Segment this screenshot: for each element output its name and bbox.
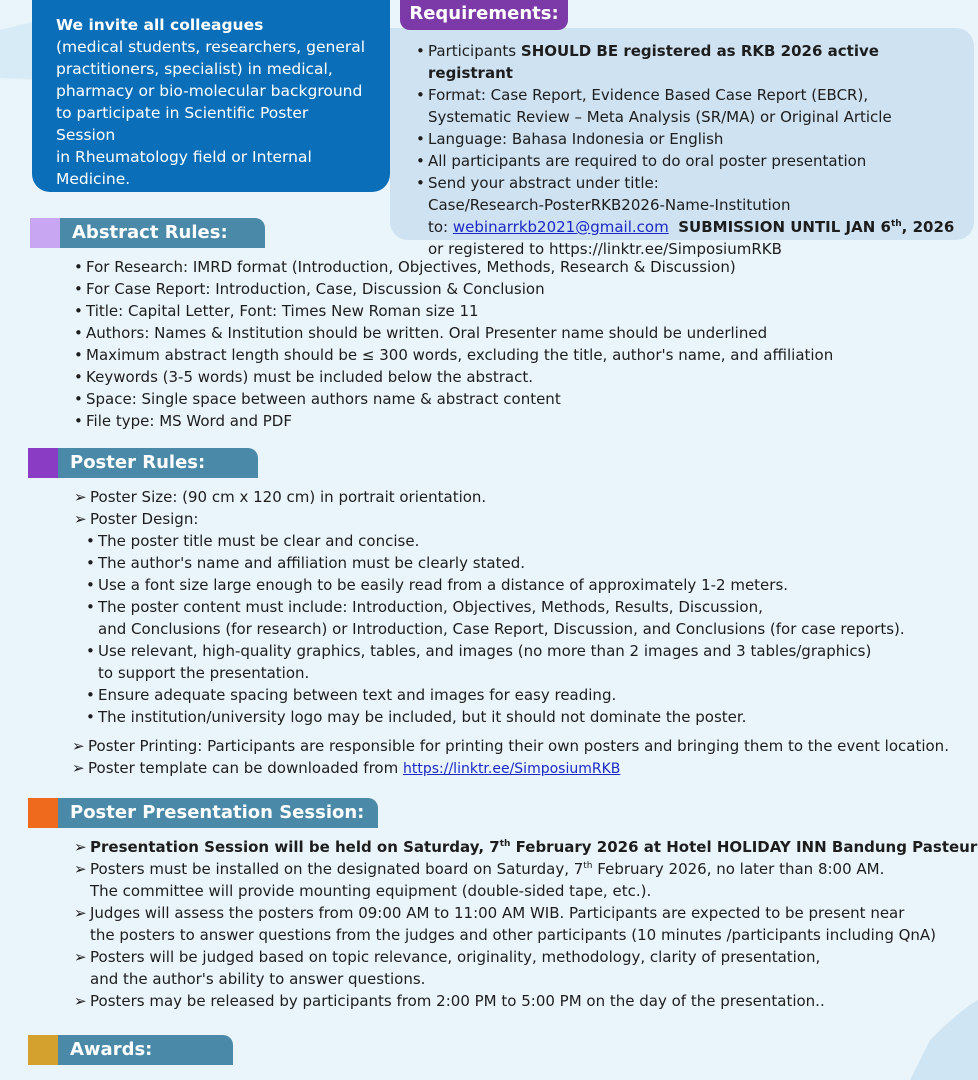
rule-text: Poster Printing: Participants are responsible for printing their own posters and bringing them to the event location. bbox=[88, 737, 949, 755]
bullet-icon: • bbox=[86, 708, 95, 726]
req-text: Case/Research-PosterRKB2026-Name-Institution bbox=[428, 196, 791, 214]
list-item bbox=[416, 84, 964, 128]
bullet-icon: • bbox=[74, 368, 83, 386]
section-tab bbox=[28, 1035, 58, 1065]
list-item bbox=[86, 706, 905, 728]
rule-text: the posters to answer questions from the judges and other participants (10 minutes /participants including QnA) bbox=[90, 926, 937, 944]
arrow-icon: ➢ bbox=[74, 948, 87, 966]
section-tab bbox=[30, 218, 60, 248]
rule-text: Authors: Names & Institution should be written. Oral Presenter name should be underlined bbox=[86, 324, 768, 342]
bullet-icon: • bbox=[86, 532, 95, 550]
bullet-icon: • bbox=[416, 86, 425, 104]
section-tab bbox=[28, 798, 58, 828]
sup-text: th bbox=[583, 861, 593, 871]
rule-text: Use relevant, high-quality graphics, tables, and images (no more than 2 images and 3 tables/graphics) bbox=[98, 642, 872, 660]
list-item bbox=[74, 278, 833, 300]
req-text: to: bbox=[428, 218, 453, 236]
list-item bbox=[416, 128, 964, 150]
section-title: Awards: bbox=[58, 1035, 233, 1065]
rule-text: Presentation Session will be held on Saturday, 7 bbox=[90, 838, 500, 856]
email-link[interactable]: webinarrkb2021@gmail.com bbox=[452, 218, 669, 236]
invite-panel bbox=[32, 0, 390, 192]
invite-line: pharmacy or bio-molecular background bbox=[56, 82, 363, 100]
list-item bbox=[86, 552, 905, 574]
invite-line: to participate in Scientific Poster Session bbox=[56, 104, 309, 144]
list-item bbox=[86, 684, 905, 706]
rule-text: The institution/university logo may be included, but it should not dominate the poster. bbox=[98, 708, 747, 726]
list-item bbox=[86, 640, 905, 684]
rule-text: Space: Single space between authors name & abstract content bbox=[86, 390, 561, 408]
rule-text: For Research: IMRD format (Introduction, Objectives, Methods, Research & Discussion) bbox=[86, 258, 736, 276]
bullet-icon: • bbox=[86, 554, 95, 572]
list-item bbox=[74, 858, 977, 902]
list-item bbox=[74, 322, 833, 344]
list-item bbox=[74, 508, 905, 728]
rule-text: File type: MS Word and PDF bbox=[86, 412, 292, 430]
rule-text: The author's name and affiliation must be clearly stated. bbox=[98, 554, 526, 572]
rule-text: For Case Report: Introduction, Case, Discussion & Conclusion bbox=[86, 280, 545, 298]
section-title: Poster Rules: bbox=[58, 448, 258, 478]
bullet-icon: • bbox=[86, 686, 95, 704]
rule-text: to support the presentation. bbox=[98, 664, 310, 682]
bullet-icon: • bbox=[416, 152, 425, 170]
rule-text: The poster content must include: Introduction, Objectives, Methods, Results, Discussion, bbox=[98, 598, 763, 616]
arrow-icon: ➢ bbox=[74, 488, 87, 506]
section-title: Poster Presentation Session: bbox=[58, 798, 378, 828]
rule-text: and Conclusions (for research) or Introduction, Case Report, Discussion, and Conclusions (for case reports). bbox=[98, 620, 905, 638]
abstract-rules-list bbox=[74, 256, 833, 432]
rule-text: Keywords (3-5 words) must be included below the abstract. bbox=[86, 368, 533, 386]
req-text: or registered to https://linktr.ee/SimposiumRKB bbox=[428, 240, 782, 258]
rule-text: Title: Capital Letter, Font: Times New Roman size 11 bbox=[86, 302, 479, 320]
rule-text: February 2026, no later than 8:00 AM. bbox=[592, 860, 885, 878]
req-text: Systematic Review – Meta Analysis (SR/MA) or Original Article bbox=[428, 108, 892, 126]
arrow-icon: ➢ bbox=[74, 860, 87, 878]
invite-line: Medicine. bbox=[56, 170, 131, 188]
list-item bbox=[74, 486, 905, 508]
list-item bbox=[74, 300, 833, 322]
rule-text: Use a font size large enough to be easily read from a distance of approximately 1-2 meters. bbox=[98, 576, 789, 594]
bullet-icon: • bbox=[74, 390, 83, 408]
bullet-icon: • bbox=[86, 642, 95, 660]
presentation-list bbox=[74, 836, 977, 1012]
bullet-icon: • bbox=[74, 302, 83, 320]
rule-text: Ensure adequate spacing between text and images for easy reading. bbox=[98, 686, 617, 704]
req-text: Participants bbox=[428, 42, 521, 60]
list-item bbox=[74, 902, 977, 946]
rule-text: Poster template can be downloaded from bbox=[88, 759, 403, 777]
deadline-sup: th bbox=[890, 219, 902, 229]
list-item bbox=[86, 596, 905, 640]
bullet-icon: • bbox=[86, 576, 95, 594]
rule-text: Maximum abstract length should be ≤ 300 words, excluding the title, author's name, and affiliation bbox=[86, 346, 834, 364]
bullet-icon: • bbox=[74, 412, 83, 430]
invite-line: practitioners, specialist) in medical, bbox=[56, 60, 333, 78]
list-item bbox=[86, 574, 905, 596]
list-item bbox=[74, 344, 833, 366]
rule-text: Posters must be installed on the designated board on Saturday, 7 bbox=[90, 860, 584, 878]
list-item bbox=[74, 388, 833, 410]
req-text: Send your abstract under title: bbox=[428, 174, 659, 192]
list-item bbox=[86, 530, 905, 552]
rule-text: Poster Design: bbox=[90, 510, 199, 528]
requirements-panel bbox=[390, 28, 974, 258]
requirements-list bbox=[416, 40, 964, 260]
poster-printing-list bbox=[72, 735, 949, 780]
bullet-icon: • bbox=[416, 42, 425, 60]
bullet-icon: • bbox=[74, 346, 83, 364]
list-item bbox=[74, 946, 977, 990]
rule-text: Posters may be released by participants from 2:00 PM to 5:00 PM on the day of the presentation.. bbox=[90, 992, 825, 1010]
bullet-icon: • bbox=[86, 598, 95, 616]
invite-line: in Rheumatology field or Internal bbox=[56, 148, 312, 166]
bullet-icon: • bbox=[74, 258, 83, 276]
deadline-year: , 2026 bbox=[901, 218, 955, 236]
section-title: Abstract Rules: bbox=[60, 218, 265, 248]
invite-line: (medical students, researchers, general bbox=[56, 38, 366, 56]
arrow-icon: ➢ bbox=[74, 838, 87, 856]
list-item bbox=[74, 366, 833, 388]
arrow-icon: ➢ bbox=[74, 510, 87, 528]
template-link[interactable]: https://linktr.ee/SimposiumRKB bbox=[403, 761, 621, 777]
rule-text: Posters will be judged based on topic relevance, originality, methodology, clarity of presentation, bbox=[90, 948, 821, 966]
list-item bbox=[416, 150, 964, 172]
invite-lead: We invite all colleagues bbox=[56, 16, 264, 34]
bullet-icon: • bbox=[74, 324, 83, 342]
list-item bbox=[74, 410, 833, 432]
req-text: Language: Bahasa Indonesia or English bbox=[428, 130, 724, 148]
rule-text: Poster Size: (90 cm x 120 cm) in portrait orientation. bbox=[90, 488, 487, 506]
list-item bbox=[72, 757, 949, 780]
poster-design-list bbox=[74, 530, 905, 728]
rule-text: Judges will assess the posters from 09:00 AM to 11:00 AM WIB. Participants are expected to be present near bbox=[90, 904, 905, 922]
list-item bbox=[416, 172, 964, 260]
sup-text: th bbox=[499, 839, 511, 849]
rule-text: and the author's ability to answer questions. bbox=[90, 970, 426, 988]
list-item bbox=[74, 836, 977, 858]
bullet-icon: • bbox=[74, 280, 83, 298]
arrow-icon: ➢ bbox=[72, 737, 85, 755]
req-text: Format: Case Report, Evidence Based Case Report (EBCR), bbox=[428, 86, 869, 104]
req-bold-text: SHOULD BE registered as RKB 2026 active registrant bbox=[428, 42, 879, 82]
arrow-icon: ➢ bbox=[74, 904, 87, 922]
rule-text: The committee will provide mounting equipment (double-sided tape, etc.). bbox=[90, 882, 652, 900]
arrow-icon: ➢ bbox=[74, 992, 87, 1010]
arrow-icon: ➢ bbox=[72, 759, 85, 777]
rule-text: February 2026 at Hotel HOLIDAY INN Bandung Pasteur bbox=[510, 838, 978, 856]
list-item bbox=[72, 735, 949, 757]
submission-deadline: SUBMISSION UNTIL JAN 6 bbox=[678, 218, 891, 236]
list-item bbox=[416, 40, 964, 84]
list-item bbox=[74, 256, 833, 278]
bullet-icon: • bbox=[416, 130, 425, 148]
poster-rules-list bbox=[74, 486, 905, 728]
requirements-title: Requirements: bbox=[400, 0, 568, 30]
req-text: All participants are required to do oral poster presentation bbox=[428, 152, 867, 170]
rule-text: The poster title must be clear and concise. bbox=[98, 532, 420, 550]
bullet-icon: • bbox=[416, 174, 425, 192]
list-item bbox=[74, 990, 977, 1012]
section-tab bbox=[28, 448, 58, 478]
